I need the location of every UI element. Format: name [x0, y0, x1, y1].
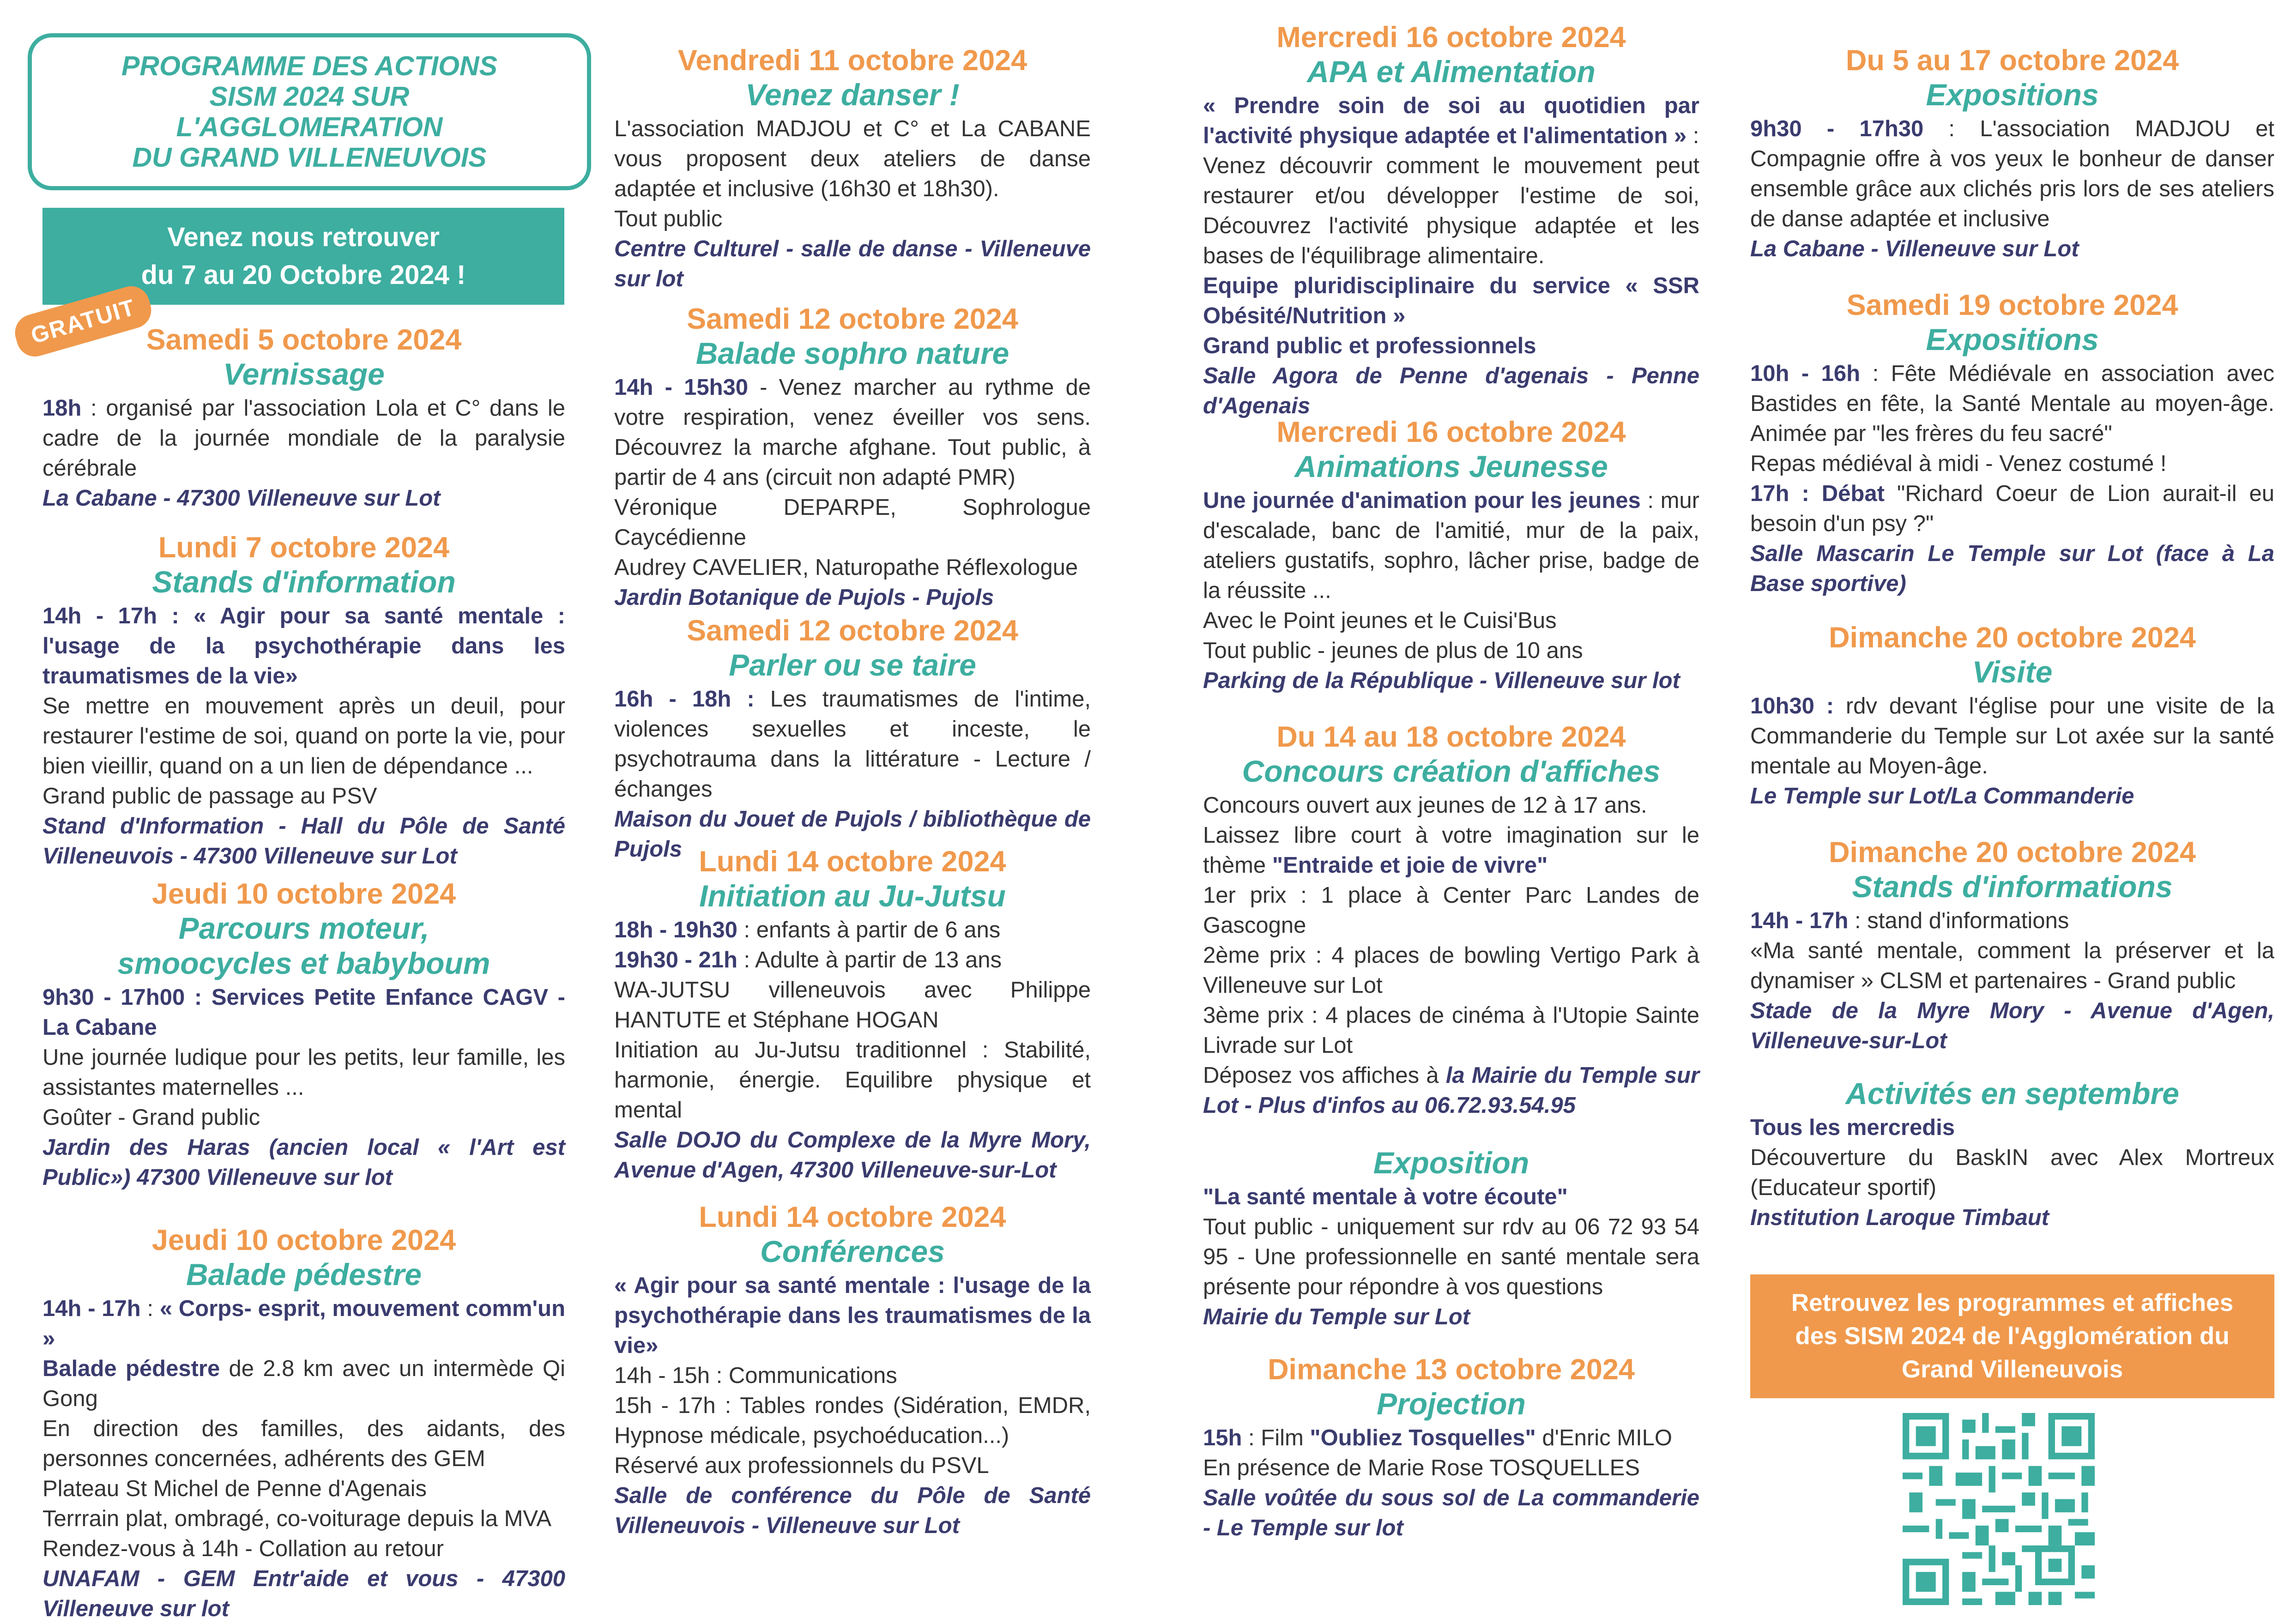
event-date: Lundi 7 octobre 2024: [158, 531, 450, 564]
event-body: [614, 114, 1091, 294]
event-date: Lundi 14 octobre 2024: [699, 1201, 1006, 1233]
event-line: [614, 373, 1091, 493]
event-line: [1203, 1061, 1699, 1121]
event-line: [1203, 151, 1699, 271]
event-line: [1750, 234, 2274, 264]
program-title-line: PROGRAMME DES ACTIONS: [121, 51, 497, 81]
event-body: [1750, 114, 2274, 264]
event-highlight: 10h30 :: [1750, 694, 1834, 718]
event-body: [1203, 791, 1699, 1121]
event-highlight: 14h - 17h: [1750, 908, 1849, 933]
event-text: de 2.8 km avec un intermède Qi Gong: [42, 1356, 565, 1411]
event-title: Expositions: [1926, 78, 2099, 112]
event-line: [42, 1564, 565, 1624]
event-line: [1750, 691, 2274, 781]
event-title: Expositions: [1926, 322, 2099, 356]
event-line: [614, 1481, 1091, 1541]
event-line: [42, 1294, 565, 1354]
event-text: Avec le Point jeunes et le Cuisi'Bus: [1203, 608, 1557, 633]
event-block: [614, 302, 1091, 613]
event-body: [42, 601, 565, 871]
event-line: [1203, 821, 1699, 881]
free-badge: GRATUIT: [11, 282, 156, 361]
event-date: Samedi 19 octobre 2024: [1846, 289, 2178, 321]
event-line: [1750, 449, 2274, 479]
event-date: Samedi 12 octobre 2024: [687, 303, 1018, 335]
event-location: Salle Mascarin Le Temple sur Lot (face à La Base sportive): [1750, 541, 2274, 596]
event-line: [42, 1474, 565, 1504]
event-line: [1203, 941, 1699, 1001]
event-highlight: "La santé mentale à votre écoute": [1203, 1184, 1568, 1209]
event-line: [1750, 781, 2274, 811]
event-text: "Richard Coeur de Lion aurait-il eu besoin d'un psy ?": [1750, 481, 2274, 536]
event-line: [1203, 91, 1699, 151]
event-highlight: « Agir pour sa santé mentale : l'usage de la psychothérapie dans les traumatismes de la vie»: [614, 1273, 1091, 1358]
event-body: [1750, 359, 2274, 599]
event-highlight: 10h - 16h: [1750, 361, 1861, 386]
event-line: [42, 1534, 565, 1564]
event-text: : organisé par l'association Lola et C° dans le cadre de la journée mondiale de la paralysie cérébrale: [42, 396, 565, 481]
event-line: [1750, 936, 2274, 996]
event-body: [614, 373, 1091, 613]
event-location: Salle de conférence du Pôle de Santé Villeneuvois - Villeneuve sur Lot: [614, 1483, 1091, 1538]
event-body: [614, 1271, 1091, 1541]
event-title: Balade pédestre: [186, 1257, 422, 1292]
event-location: La Cabane - 47300 Villeneuve sur Lot: [42, 486, 441, 511]
event-title: Stands d'information: [152, 565, 456, 599]
event-line: [614, 553, 1091, 583]
event-text: :: [1687, 123, 1699, 148]
program-title-line: SISM 2024 SUR: [209, 81, 410, 112]
event-location: Jardin des Haras (ancien local « l'Art est Public») 47300 Villeneuve sur lot: [42, 1135, 565, 1190]
event-line: [42, 1103, 565, 1133]
event-highlight: 9h30 - 17h00 : Services Petite Enfance CAGV - La Cabane: [42, 985, 565, 1040]
event-title: Venez danser !: [745, 78, 960, 112]
event-line: [614, 915, 1091, 945]
event-line: [1203, 666, 1699, 696]
event-date: Dimanche 13 octobre 2024: [1268, 1353, 1635, 1386]
event-line: [42, 393, 565, 483]
event-location: UNAFAM - GEM Entr'aide et vous - 47300 Villeneuve sur lot: [42, 1566, 565, 1621]
event-line: [614, 114, 1091, 204]
event-text: Venez découvrir comment le mouvement peut restaurer et/ou développer l'estime de soi, Découvrez l'activité physique adaptée et les bases de l'équilibrage alimentaire.: [1203, 153, 1699, 268]
event-location: Salle voûtée du sous sol de La commanderie - Le Temple sur lot: [1203, 1485, 1699, 1540]
event-line: [1203, 1483, 1699, 1543]
event-location: La Cabane - Villeneuve sur Lot: [1750, 236, 2079, 261]
event-line: [42, 811, 565, 871]
event-text: 2ème prix : 4 places de bowling Vertigo Park à Villeneuve sur Lot: [1203, 943, 1699, 998]
event-date: Du 5 au 17 octobre 2024: [1845, 44, 2179, 77]
event-line: [1203, 486, 1699, 606]
event-body: [42, 1294, 565, 1624]
event-title: Vernissage: [223, 357, 385, 391]
event-highlight: 18h - 19h30: [614, 918, 737, 942]
event-line: [42, 1133, 565, 1193]
event-text: Tout public - jeunes de plus de 10 ans: [1203, 638, 1583, 663]
event-location: Salle DOJO du Complexe de la Myre Mory, Avenue d'Agen, 47300 Villeneuve-sur-Lot: [614, 1128, 1091, 1183]
event-text: Laissez libre court à votre imagination sur le thème: [1203, 823, 1699, 878]
event-highlight: 14h - 15h30: [614, 375, 749, 400]
event-location: Jardin Botanique de Pujols - Pujols: [614, 585, 994, 610]
event-highlight: 16h - 18h :: [614, 687, 755, 712]
event-date: Lundi 14 octobre 2024: [699, 845, 1006, 878]
event-title: Parcours moteur,: [178, 911, 429, 945]
event-text: Découverture du BaskIN avec Alex Mortreux (Educateur sportif): [1750, 1145, 2274, 1200]
event-text: Initiation au Ju-Jutsu traditionnel : Stabilité, harmonie, énergie. Equilibre physique et mental: [614, 1038, 1091, 1123]
event-line: [1750, 114, 2274, 234]
promo-line: Retrouvez les programmes et affiches: [1791, 1289, 2234, 1316]
event-line: [1203, 1423, 1699, 1453]
event-line: [614, 1125, 1091, 1185]
event-block: [1203, 416, 1699, 696]
event-line: [614, 945, 1091, 975]
event-body: [1203, 486, 1699, 696]
event-title: Parler ou se taire: [729, 648, 976, 682]
event-line: [1750, 906, 2274, 936]
event-highlight: 14h - 17h : « Agir pour sa santé mentale : l'usage de la psychothérapie dans les traumatismes de la vie»: [42, 604, 565, 688]
event-highlight: 14h - 17h: [42, 1296, 141, 1321]
invite-line: du 7 au 20 Octobre 2024 !: [141, 260, 466, 290]
event-block: [1750, 621, 2274, 811]
event-block: [614, 1201, 1091, 1541]
event-text: Tout public: [614, 206, 723, 231]
event-date: Du 14 au 18 octobre 2024: [1276, 721, 1626, 753]
event-body: [1203, 91, 1699, 421]
event-line: [42, 1043, 565, 1103]
event-highlight: Grand public et professionnels: [1203, 333, 1536, 358]
event-line: [42, 483, 565, 513]
event-highlight: "Oubliez Tosquelles": [1310, 1425, 1536, 1450]
event-body: [42, 393, 565, 513]
event-title: APA et Alimentation: [1307, 54, 1596, 89]
event-line: [1203, 791, 1699, 821]
event-date: Samedi 5 octobre 2024: [146, 324, 462, 356]
event-text: Rendez-vous à 14h - Collation au retour: [42, 1536, 444, 1561]
event-text: 15h - 17h : Tables rondes (Sidération, EMDR, Hypnose médicale, psychoéducation...): [614, 1393, 1091, 1448]
event-line: [42, 781, 565, 811]
event-text: rdv devant l'église pour une visite de la Commanderie du Temple sur Lot axée sur la santé mentale au Moyen-âge.: [1750, 694, 2274, 779]
event-block: [1203, 21, 1699, 421]
event-line: [614, 1035, 1091, 1125]
event-date: Samedi 12 octobre 2024: [687, 615, 1018, 647]
event-location: Salle Agora de Penne d'agenais - Penne d'Agenais: [1203, 363, 1699, 418]
event-location: Le Temple sur Lot/La Commanderie: [1750, 784, 2134, 809]
event-text: Terrrain plat, ombragé, co-voiturage depuis la MVA: [42, 1506, 552, 1531]
event-text: : Film: [1242, 1425, 1310, 1450]
event-location: la Mairie du Temple sur Lot - Plus d'infos au 06.72.93.54.95: [1203, 1063, 1699, 1118]
event-highlight: Tous les mercredis: [1750, 1115, 1955, 1140]
event-date: Jeudi 10 octobre 2024: [151, 878, 456, 910]
event-line: [614, 684, 1091, 804]
event-block: [614, 44, 1091, 294]
event-line: [1750, 1203, 2274, 1233]
event-date: Jeudi 10 octobre 2024: [151, 1224, 456, 1256]
event-title: Exposition: [1373, 1146, 1529, 1180]
event-text: Se mettre en mouvement après un deuil, pour restaurer l'estime de soi, quand on porte la vie, pour bien vieillir, quand on a un lien de dépendance ...: [42, 694, 565, 779]
event-text: En direction des familles, des aidants, des personnes concernées, adhérents des GEM: [42, 1416, 565, 1471]
event-text: Plateau St Michel de Penne d'Agenais: [42, 1476, 427, 1501]
event-line: [1203, 1001, 1699, 1061]
event-location: Centre Culturel - salle de danse - Villeneuve sur lot: [614, 236, 1091, 291]
promo-banner: [1750, 1274, 2274, 1398]
event-line: [42, 983, 565, 1043]
event-text: Repas médiéval à midi - Venez costumé !: [1750, 451, 2167, 476]
event-date: Vendredi 11 octobre 2024: [677, 44, 1028, 77]
event-block: [42, 531, 565, 871]
event-text: WA-JUTSU villeneuvois avec Philippe HANTUTE et Stéphane HOGAN: [614, 978, 1091, 1032]
event-text: Concours ouvert aux jeunes de 12 à 17 ans.: [1203, 793, 1647, 818]
event-highlight: 15h: [1203, 1425, 1242, 1450]
event-text: Déposez vos affiches à: [1203, 1063, 1446, 1088]
program-title-line: DU GRAND VILLENEUVOIS: [132, 142, 487, 173]
event-line: [614, 975, 1091, 1035]
event-title: Activités en septembre: [1845, 1076, 2179, 1111]
event-body: [1750, 906, 2274, 1056]
event-title: Visite: [1972, 655, 2053, 689]
event-text: : Adulte à partir de 13 ans: [737, 948, 1002, 972]
event-block: [42, 323, 565, 513]
event-line: [1750, 539, 2274, 599]
event-highlight: 19h30 - 21h: [614, 948, 737, 972]
event-line: [42, 601, 565, 691]
qr-code-icon[interactable]: [1903, 1413, 2095, 1605]
program-title-box: [28, 33, 591, 190]
event-line: [1203, 881, 1699, 941]
event-text: 3ème prix : 4 places de cinéma à l'Utopie Sainte Livrade sur Lot: [1203, 1003, 1699, 1058]
event-text: : stand d'informations: [1848, 908, 2069, 933]
event-line: [614, 234, 1091, 294]
event-title: Stands d'informations: [1852, 869, 2173, 904]
event-text: Les traumatismes de l'intime, violences sexuelles et inceste, le psychotrauma dans la littérature - Lecture / échanges: [614, 687, 1091, 802]
event-title: smoocycles et babyboum: [117, 946, 490, 980]
event-line: [1203, 1212, 1699, 1302]
event-highlight: "Entraide et joie de vivre": [1272, 853, 1548, 878]
event-title: Balade sophro nature: [695, 336, 1009, 370]
event-date: Dimanche 20 octobre 2024: [1829, 836, 2196, 869]
event-line: [1203, 1453, 1699, 1483]
event-text: : L'association MADJOU et Compagnie offre à vos yeux le bonheur de danser ensemble grâce aux clichés pris lors de ses ateliers de danse adaptée et inclusive: [1750, 116, 2275, 231]
event-location: Stand d'Information - Hall du Pôle de Santé Villeneuvois - 47300 Villeneuve sur Lot: [42, 814, 565, 869]
event-line: [1203, 636, 1699, 666]
event-body: [42, 983, 565, 1193]
event-line: [42, 1354, 565, 1414]
event-highlight: 17h : Débat: [1750, 481, 1885, 506]
event-block: [1203, 720, 1699, 1121]
promo-line: Grand Villeneuvois: [1901, 1356, 2123, 1383]
event-title: Animations Jeunesse: [1294, 449, 1608, 483]
event-line: [614, 583, 1091, 613]
event-line: [1203, 1182, 1699, 1212]
event-text: Tout public - uniquement sur rdv au 06 72 93 54 95 - Une professionnelle en santé mentale sera présente pour répondre à vos questions: [1203, 1214, 1699, 1299]
event-block: [614, 614, 1091, 864]
event-text: Une journée ludique pour les petits, leur famille, les assistantes maternelles ...: [42, 1045, 565, 1100]
event-line: [614, 1271, 1091, 1361]
event-line: [1750, 996, 2274, 1056]
event-highlight: « Prendre soin de soi au quotidien par l'activité physique adaptée et l'alimentation »: [1203, 93, 1699, 148]
event-line: [42, 1414, 565, 1474]
event-line: [1750, 1143, 2274, 1203]
event-highlight: Une journée d'animation pour les jeunes: [1203, 488, 1641, 513]
program-title-line: L'AGGLOMERATION: [176, 112, 443, 142]
event-line: [614, 204, 1091, 234]
event-text: Audrey CAVELIER, Naturopathe Réflexologue: [614, 555, 1078, 580]
event-text: L'association MADJOU et C° et La CABANE vous proposent deux ateliers de danse adaptée et inclusive (16h30 et 18h30).: [614, 116, 1091, 201]
event-text: - Venez marcher au rythme de votre respiration, venez éveiller vos sens. Découvrez la marche afghane. Tout public, à partir de 4 ans (circuit non adapté PMR): [614, 375, 1091, 490]
event-text: : mur d'escalade, banc de l'amitié, mur de la paix, ateliers gustatifs, sophro, lâcher prise, badge de la réussite ...: [1203, 488, 1699, 603]
event-body: [1750, 691, 2274, 811]
event-text: d'Enric MILO: [1535, 1425, 1673, 1450]
event-title: Conférences: [760, 1234, 945, 1268]
event-location: Mairie du Temple sur Lot: [1203, 1304, 1470, 1329]
event-line: [1750, 359, 2274, 449]
event-line: [1203, 1302, 1699, 1332]
event-line: [1203, 331, 1699, 361]
event-date: Mercredi 16 octobre 2024: [1276, 21, 1626, 54]
event-line: [42, 691, 565, 781]
event-text: En présence de Marie Rose TOSQUELLES: [1203, 1455, 1640, 1480]
event-body: [614, 684, 1091, 864]
event-line: [1750, 479, 2274, 539]
event-block: [1750, 44, 2274, 264]
event-text: «Ma santé mentale, comment la préserver et la dynamiser » CLSM et partenaires - Grand public: [1750, 938, 2274, 993]
event-text: :: [140, 1296, 160, 1321]
event-highlight: 9h30 - 17h30: [1750, 116, 1924, 141]
event-line: [614, 1391, 1091, 1451]
event-title: Projection: [1377, 1387, 1526, 1421]
event-text: Grand public de passage au PSV: [42, 784, 377, 809]
event-highlight: Equipe pluridisciplinaire du service « SSR Obésité/Nutrition »: [1203, 273, 1699, 328]
event-location: Parking de la République - Villeneuve sur lot: [1203, 668, 1680, 693]
event-text: : enfants à partir de 6 ans: [737, 918, 1001, 942]
event-line: [1203, 361, 1699, 421]
event-body: [614, 915, 1091, 1185]
event-line: [614, 493, 1091, 553]
event-line: [42, 1504, 565, 1534]
event-highlight: Balade pédestre: [42, 1356, 220, 1381]
event-date: Mercredi 16 octobre 2024: [1276, 416, 1626, 448]
event-block: [1203, 1353, 1699, 1543]
event-title: Concours création d'affiches: [1242, 754, 1661, 788]
event-highlight: « Corps- esprit, mouvement comm'un »: [42, 1296, 565, 1351]
event-location: Institution Laroque Timbaut: [1750, 1205, 2049, 1230]
event-block: [614, 845, 1091, 1185]
event-highlight: 18h: [42, 396, 82, 421]
event-text: : Fête Médiévale en association avec Bastides en fête, la Santé Mentale au moyen-âge. Animée par "les frères du feu sacré": [1750, 361, 2275, 446]
event-title: Initiation au Ju-Jutsu: [699, 879, 1006, 913]
event-block: [1750, 836, 2274, 1056]
event-line: [614, 1451, 1091, 1481]
event-text: Goûter - Grand public: [42, 1105, 260, 1130]
event-body: [1203, 1182, 1699, 1332]
event-block: [1750, 289, 2274, 599]
event-line: [1750, 1113, 2274, 1143]
event-location: Maison du Jouet de Pujols / bibliothèque de Pujols: [614, 807, 1091, 862]
promo-line: des SISM 2024 de l'Agglomération du: [1795, 1322, 2230, 1350]
event-block: [1750, 1076, 2274, 1233]
event-date: Dimanche 20 octobre 2024: [1829, 622, 2196, 654]
invite-line: Venez nous retrouver: [167, 222, 440, 252]
event-line: [1203, 271, 1699, 331]
event-line: [1203, 606, 1699, 636]
event-text: Véronique DEPARPE, Sophrologue Caycédienne: [614, 495, 1091, 550]
event-body: [1203, 1423, 1699, 1543]
event-text: 1er prix : 1 place à Center Parc Landes de Gascogne: [1203, 883, 1699, 938]
event-text: Réservé aux professionnels du PSVL: [614, 1453, 989, 1478]
event-block: [42, 1224, 565, 1624]
event-block: [42, 877, 565, 1193]
event-body: [1750, 1113, 2274, 1233]
event-text: 14h - 15h : Communications: [614, 1363, 897, 1388]
event-line: [614, 1361, 1091, 1391]
event-location: Stade de la Myre Mory - Avenue d'Agen, Villeneuve-sur-Lot: [1750, 998, 2274, 1053]
event-block: [1203, 1145, 1699, 1332]
